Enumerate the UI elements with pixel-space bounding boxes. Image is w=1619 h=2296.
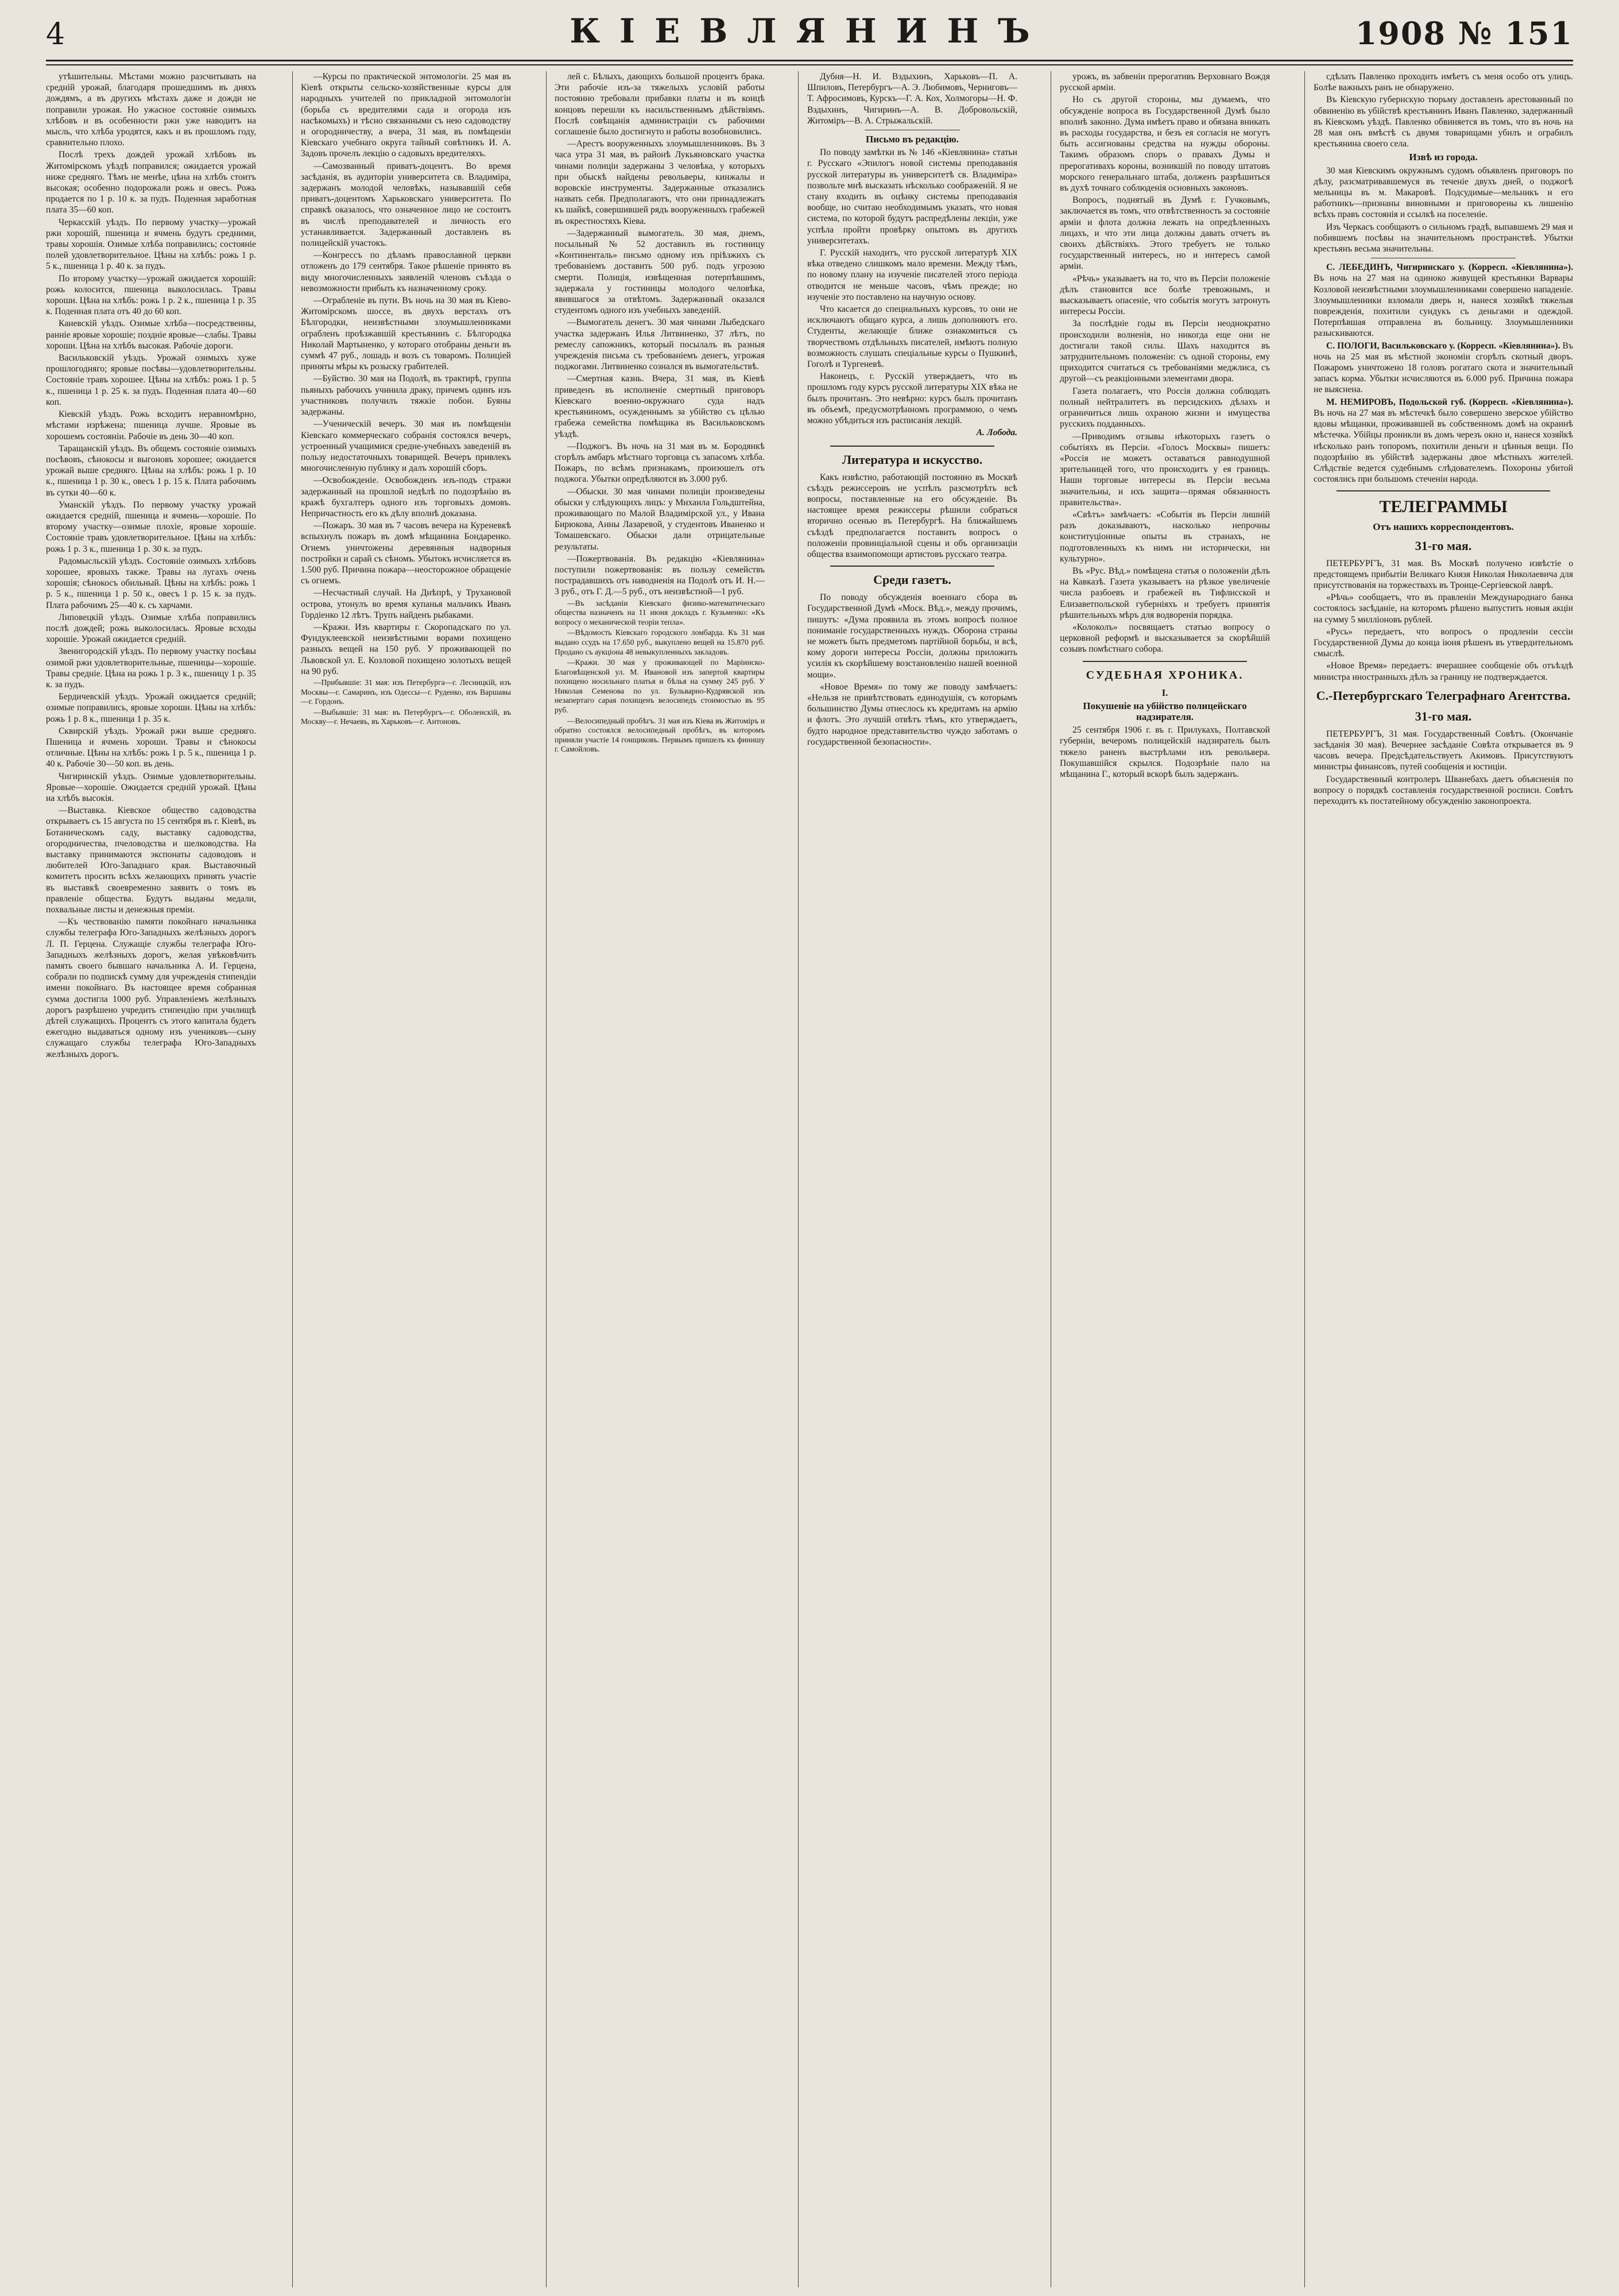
press-paragraph: По поводу обсужденія военнаго сбора въ Государственной Думѣ «Моск. Вѣд.», между прочимъ, пишутъ: «Дума проявила въ этомъ вопросѣ полное пониманіе государственныхъ нуждъ. Оборона страны не можетъ быть предметомъ партійной борьбы, и всѣ, кому дороги интересы Россіи, должны приложить усилія къ скорѣйшему возстановленію нашей военной мощи».	[807, 593, 1017, 680]
paragraph: Липовецкій уѣздъ. Озимые хлѣба поправились послѣ дождей; рожь выколосилась. Яровые всходы хорошіе. Урожай ожидается средній.	[46, 612, 256, 645]
paragraph: Васильковскій уѣздъ. Урожай озимыхъ хуже прошлогодняго; яровые посѣвы—удовлетворительны. Состояніе травъ хорошее. Цѣны на хлѣбъ: рожь 1 р. 5 к., пшеница 1 р. 25 к. за пудъ. Поденная плата 40—60 коп.	[46, 353, 256, 407]
letter-paragraph: По поводу замѣтки въ № 146 «Кіевлянина» статьи г. Русскаго «Эпилогъ новой системы преподаванія русской литературы въ университетѣ св. Владиміра» позвольте мнѣ высказать нѣсколько соображеній. Я не стану входить въ оцѣнку системы преподаванія вообще, но считаю необходимымъ указать, что новая система, по которой будутъ распредѣлены лекціи, уже успѣла пройти провѣрку опытомъ въ другихъ университетахъ.	[807, 148, 1017, 246]
news-item: —Къ чествованію памяти покойнаго начальника службы телеграфа Юго-Западныхъ желѣзныхъ дорогъ Л. П. Герцена. Служащіе службы телеграфа Юго-Западныхъ желѣзныхъ дорогъ, желая увѣковѣчить память своего бывшаго начальника А. И. Герцена, собрали по подпискѣ сумму для учрежденія стипендіи имени покойнаго. Въ настоящее время собранная сумма достигла 1000 руб. Управленіемъ желѣзныхъ дорогъ разрѣшено учредить стипендію при училищѣ дѣтей служащихъ. Процентъ съ этого капитала будетъ ежегодно выдаваться одному изъ учениковъ—сыну служащаго службы телеграфа Юго-Западныхъ желѣзныхъ дорогъ.	[46, 917, 256, 1059]
column-2	[301, 71, 511, 2285]
news-item: —Конгрессъ по дѣламъ православной церкви отложенъ до 179 сентября. Такое рѣшеніе принято въ виду многочисленныхъ заявленій членовъ съѣзда о невозможности прибыть къ назначенному сроку.	[301, 250, 511, 293]
news-item: —Поджогъ. Въ ночь на 31 мая въ м. Бородянкѣ сгорѣлъ амбаръ мѣстнаго торговца съ запасомъ хлѣба. Пожаръ, по всѣмъ признакамъ, произошелъ отъ поджога. Убытки опредѣляются въ 3.000 руб.	[555, 441, 765, 485]
news-item: —Буйство. 30 мая на Подолѣ, въ трактирѣ, группа пьяныхъ рабочихъ учинила драку, причемъ одинъ изъ участниковъ получилъ тяжкіе побои. Буяны задержаны.	[301, 374, 511, 417]
correspondence-dateline: С. ЛЕБЕДИНЪ, Чигиринскаго у. (Корресп. «Кіевлянина»).	[1326, 262, 1573, 273]
letter-paragraph: Г. Русскій находитъ, что русской литературѣ XIX вѣка отведено слишкомъ мало времени. Между тѣмъ, по новому плану на изученіе писателей этого періода отводится не меньше часовъ, чѣмъ прежде; но изученіе это поставлено на научную основу.	[807, 248, 1017, 302]
news-item: —Велосипедный пробѣгъ. 31 мая изъ Кіева въ Житоміръ и обратно состоялся велосипедный пробѣгъ, въ которомъ приняли участіе 14 гонщиковъ. Первымъ пришелъ къ финишу г. Самойловъ.	[555, 716, 765, 754]
telegram-item: ПЕТЕРБУРГЪ, 31 мая. Въ Москвѣ получено извѣстіе о предстоящемъ прибытіи Великаго Князя Николая Николаевича для присутствованія на торжествахъ въ Троице-Сергіевской лаврѣ.	[1314, 558, 1573, 590]
arts-paragraph: Какъ извѣстно, работающій постоянно въ Москвѣ съѣздъ режиссеровъ не успѣлъ разсмотрѣть всѣ вопросы, поставленные на его обсужденіе. Въ настоящее время режиссеры рѣшили собраться вторично осенью въ Петербургѣ. На ближайшемъ съѣздѣ предполагается поставить вопросъ о положеніи провинціальной сцены и объ организаціи общества взаимопомощи артистовъ русскаго театра.	[807, 472, 1017, 559]
paragraph: Радомысльскій уѣздъ. Состояніе озимыхъ хлѣбовъ хорошее, яровыхъ также. Травы на лугахъ очень хорошія; сѣнокосъ обильный. Цѣны на хлѣбъ: рожь 1 р. 5 к., пшеница 1 р. 50 к., овесъ 1 р. 15 к. за пудъ. Плата рабочимъ 25—40 к. съ харчами.	[46, 556, 256, 610]
correspondence-dateline: С. ПОЛОГИ, Васильковскаго у. (Корресп. «Кіевлянина»).	[1326, 340, 1560, 351]
agency-title: С.-Петербургскаго Телеграфнаго Агентства.	[1316, 688, 1571, 703]
telegram-item: Государственный контролеръ Шванебахъ даетъ объясненія по вопросу о порядкѣ составленія государственной росписи. Совѣтъ переходитъ къ постатейному обсужденію законопроекта.	[1314, 774, 1573, 806]
correspondence-item	[1314, 262, 1573, 339]
newspaper-title: КІЕВЛЯНИНЪ	[570, 11, 1049, 51]
news-item: —Арестъ вооруженныхъ злоумышленниковъ. Въ 3 часа утра 31 мая, въ районѣ Лукьяновскаго участка чинами полиціи задержаны 3 человѣка, у которыхъ при обыскѣ найдены револьверы, кинжалы и воровскіе инструменты. Задержанные отказались назвать себя. Предполагаютъ, что они принадлежатъ къ шайкѣ, совершившей рядъ вооруженныхъ грабежей въ окрестностяхъ Кіева.	[555, 139, 765, 226]
paragraph: «Колоколъ» посвящаетъ статью вопросу о церковной реформѣ и высказывается за скорѣйшій созывъ помѣстнаго собора.	[1060, 622, 1270, 655]
news-item: —Кражи. Изъ квартиры г. Скоропадскаго по ул. Фундуклеевской неизвѣстными ворами похищено разныхъ вещей на 150 руб. У проживающей по Львовской ул. Е. Козловой похищено золотыхъ вещей на 90 руб.	[301, 622, 511, 676]
news-item: —Выставка. Кіевское общество садоводства открываетъ съ 15 августа по 15 сентября въ г. Кіевѣ, въ Ботаническомъ саду, выставку садоводства, огородничества, пчеловодства и шелководства. На выставку принимаются экспонаты садоводовъ и любителей Юго-Западнаго края. Выставочный комитетъ просить всѣхъ желающихъ принять участіе въ выставкѣ своевременно заявить о томъ въ правленіе общества. Будутъ выданы медали, похвальные листы и денежныя преміи.	[46, 806, 256, 915]
press-section-title: Среди газетъ.	[873, 572, 951, 587]
news-paragraph: 30 мая Кіевскимъ окружнымъ судомъ объявленъ приговоръ по дѣлу, разсматривавшемуся въ теченіе двухъ дней, о поджогѣ мельницы въ м. Макаровѣ. Подсудимые—мельникъ и его работникъ—признаны виновными и приговорены къ лишенію всѣхъ правъ состоянія и ссылкѣ на поселеніе.	[1314, 165, 1573, 220]
paragraph: Черкасскій уѣздъ. По первому участку—урожай ржи хорошій, пшеница и ячмень будутъ средними, травы хорошія. Озимые хлѣба поправились; состояніе полей удовлетворительное. Цѣны на хлѣбъ: рожь 1 р. 5 к., пшеница 1 р. 40 к. за пудъ.	[46, 217, 256, 272]
news-item: —Несчастный случай. На Днѣпрѣ, у Трухановой острова, утонулъ во время купанья мальчикъ Иванъ Гордіенко 12 лѣтъ. Трупъ найденъ рыбаками.	[301, 588, 511, 620]
column-3	[555, 71, 765, 2285]
paragraph: Сквирскій уѣздъ. Урожай ржи выше средняго. Пшеница и ячмень хороши. Травы и сѣнокосы отличные. Цѣны на хлѣбъ: рожь 1 р. 5 к., пшеница 1 р. 40 к. Рабочіе 30—50 коп. въ день.	[46, 726, 256, 769]
agency-date: 31-го мая.	[1415, 708, 1472, 723]
news-item: —Задержанный вымогатель. 30 мая, днемъ, посыльный № 52 доставилъ въ гостиницу «Континенталь» письмо одному изъ пріѣзжихъ съ требованіемъ доставить 500 руб. подъ угрозою смерти. Полиція, извѣщенная потерпѣвшимъ, задержала у гостиницы молодого человѣка, явившагося за отвѣтомъ. Задержанный оказался студентомъ одного изъ учебныхъ заведеній.	[555, 228, 765, 316]
news-item: —Освобожденіе. Освобожденъ изъ-подъ стражи задержанный на прошлой недѣлѣ по подозрѣнію въ кражѣ бухгалтеръ одного изъ торговыхъ домовъ. Непричастность его къ дѣлу вполнѣ доказана.	[301, 475, 511, 518]
court-case-title: Покушеніе на убійство полицейскаго надзирателя.	[1083, 700, 1247, 722]
telegram-item: «Новое Время» передаетъ: вчерашнее сообщеніе объ отъѣздѣ министра иностранныхъ дѣлъ за границу не подтверждается.	[1314, 661, 1573, 682]
news-item: —Пожертвованія. Въ редакцію «Кіевлянина» поступили пожертвованія: въ пользу семействъ пострадавшихъ отъ наводненія на Подолѣ отъ И. Н.—3 руб., отъ Г. Д.—5 руб., отъ неизвѣстной—1 руб.	[555, 553, 765, 597]
news-item: —Обыски. 30 мая чинами полиціи произведены обыски у слѣдующихъ лицъ: у Михаила Гольдштейна, проживающаго по Малой Владимірской ул., у Ивана Бирюкова, Анны Лазаревой, у студентовъ Иваненко и Томашевскаго. Обыски дали отрицательные результаты.	[555, 486, 765, 552]
paragraph: утѣшительны. Мѣстами можно разсчитывать на средній урожай, благодаря прошедшимъ въ дняхъ дождямъ, а въ другихъ мѣстахъ даже и дожди не поправили урожая. Но ужасное состояніе озимыхъ хлѣбовъ и въ особенности ржи уже наводитъ на мысль, что хлѣба уродятся, какъ и въ прошломъ году, сравнительно плохо.	[46, 72, 256, 148]
paragraph: Послѣ трехъ дождей урожай хлѣбовъ въ Житомірскомъ уѣздѣ поправился; ожидается урожай ниже средняго. Тѣмъ не менѣе, цѣна на хлѣбъ стоитъ высокая; особенно подорожали рожь и овесъ. Рожь продается по 1 р. 10 к. за пудъ. Поденная заработная плата 35—60 коп.	[46, 150, 256, 215]
paragraph: «Свѣтъ» замѣчаетъ: «Событія въ Персіи лишній разъ доказываютъ, насколько непрочны конституціонные опыты въ странахъ, не подготовленныхъ къ нимъ ни исторически, ни культурно».	[1060, 509, 1270, 564]
news-item: —Кражи. 30 мая у проживающей по Маріинско-Благовѣщенской ул. М. Ивановой изъ запертой квартиры похищено носильнаго платья и бѣлья на сумму 245 руб. У Николая Семенова по ул. Бульварно-Кудрявской изъ незапертаго сарая похищенъ велосипедъ стоимостью въ 95 руб.	[555, 658, 765, 715]
column-1	[46, 71, 256, 2285]
paragraph: Но съ другой стороны, мы думаемъ, что обсужденіе вопроса въ Государственной Думѣ было вполнѣ законно. Дума имѣетъ право и обязана вникать въ расходы государства, и безъ ея согласія не могутъ быть ассигнованы средства на нужды обороны. Такимъ образомъ споръ о правахъ Думы и прерогативахъ короны, возникшій по поводу штатовъ морского генеральнаго штаба, долженъ разрѣшиться въ духѣ точнаго соблюденія основныхъ законовъ.	[1060, 95, 1270, 193]
arrivals-list: —Прибывшіе: 31 мая: изъ Петербурга—г. Лесницкій, изъ Москвы—г. Самаринъ, изъ Одессы—г. Руденко, изъ Варшавы—г. Гордонъ.	[301, 677, 511, 706]
paragraph: За послѣдніе годы въ Персіи неоднократно происходили волненія, но никогда еще они не достигали такой силы. Шахъ находится въ затруднительномъ положеніи: съ одной стороны, ему приходится считаться съ требованіями меджлиса, съ другой—съ реакціонными элементами двора.	[1060, 319, 1270, 384]
paragraph: Чигиринскій уѣздъ. Озимые удовлетворительны. Яровые—хорошіе. Ожидается средній урожай. Цѣны на хлѣбъ высокія.	[46, 771, 256, 803]
paragraph: Вопросъ, поднятый въ Думѣ г. Гучковымъ, заключается въ томъ, что отвѣтственность за состояніе арміи и флота должна лежать на опредѣленныхъ лицахъ, и что эти лица должны давать отчетъ въ своихъ дѣйствіяхъ. Этого требуетъ не только государственный интересъ, но и интересъ самой арміи.	[1060, 195, 1270, 272]
telegrams-subtitle: Отъ нашихъ корреспондентовъ.	[1373, 521, 1514, 533]
paragraph: По второму участку—урожай ожидается хорошій: рожь колосится, пшеница выколосилась. Травы хороши. Цѣна на хлѣбъ: рожь 1 р. 2 к., пшеница 1 р. 35 к. Поденная плата отъ 40 до 60 коп.	[46, 273, 256, 317]
column-divider	[546, 71, 547, 2287]
paragraph: урожъ, въ забвеніи прерогативъ Верховнаго Вождя русской арміи.	[1060, 72, 1270, 93]
correspondence-item	[1314, 340, 1573, 396]
paragraph: «Рѣчь» указываетъ на то, что въ Персіи положеніе дѣлъ становится все болѣе тревожнымъ, и высказываетъ опасеніе, что событія могутъ затронуть интересы Россіи.	[1060, 273, 1270, 317]
telegram-item: «Русь» передаетъ, что вопросъ о продленіи сессіи Государственной Думы до конца іюня рѣшенъ въ утвердительномъ смыслѣ.	[1314, 626, 1573, 659]
telegrams-date: 31-го мая.	[1415, 538, 1472, 553]
correspondence-dateline: М. НЕМИРОВЪ, Подольской губ. (Корресп. «Кіевлянина»).	[1326, 397, 1573, 407]
paragraph: Каневскій уѣздъ. Озимые хлѣба—посредственны, ранніе яровые хорошіе; поздніе яровые—слабы. Травы хороши. Цѣна на хлѣбъ высокая. Рабочіе дороги.	[46, 319, 256, 351]
news-item: —Смертная казнь. Вчера, 31 мая, въ Кіевѣ приведенъ въ исполненіе смертный приговоръ Кіевскаго военно-окружнаго суда надъ крестьяниномъ, осужденнымъ за убійство съ цѣлью грабежа семейства помѣщика въ Васильковскомъ уѣздѣ.	[555, 374, 765, 439]
paragraph: Газета полагаетъ, что Россія должна соблюдать полный нейтралитетъ въ персидскихъ дѣлахъ и ограничиться лишь охраною жизни и имущества русскихъ подданныхъ.	[1060, 386, 1270, 429]
court-case-number: I.	[1161, 687, 1168, 698]
press-paragraph: «Новое Время» по тому же поводу замѣчаетъ: «Нельзя не привѣтствовать единодушія, съ которымъ большинство Думы отнеслось къ кредитамъ на армію и флотъ. Это лучшій отвѣтъ тѣмъ, кто утверждаетъ, будто народное представительство чуждо заботамъ о государственной безопасности».	[807, 682, 1017, 747]
correspondence-text: Въ ночь на 27 мая въ мѣстечкѣ было совершено зверское убійство вдовы мѣщанки, проживавшей въ собственномъ домѣ на окраинѣ мѣстечка. Убійцы проникли въ домъ черезъ окно и, нанеся хозяйкѣ нѣсколько ранъ топоромъ, похитили деньги и цѣнныя вещи. По подозрѣнію въ убійствѣ задержаны двое мѣстныхъ жителей. Слѣдствіе ведется судебнымъ слѣдователемъ. Похороны убитой состоялись при большомъ стеченіи народа.	[1314, 408, 1573, 485]
court-section-title: СУДЕБНАЯ ХРОНИКА.	[1086, 668, 1244, 682]
header-rule-thin	[46, 64, 1573, 65]
paragraph: сдѣлать Павленко проходить имѣетъ съ меня особо отъ улицъ. Болѣе важныхъ ранъ не обнаружено.	[1314, 72, 1573, 93]
section-divider	[830, 446, 994, 447]
paragraph: —Приводимъ отзывы нѣкоторыхъ газетъ о событіяхъ въ Персіи. «Голосъ Москвы» пишетъ: «Россія не можетъ оставаться равнодушной зрительницей того, что происходитъ у ея границъ. Наши торговые интересы въ Персіи весьма значительны, и ихъ защита—прямая обязанность правительства».	[1060, 431, 1270, 508]
news-item: —Вѣдомость Кіевскаго городского ломбарда. Къ 31 мая выдано ссудъ на 17.650 руб., выкуплено вещей на 15.870 руб. Продано съ аукціона 48 невыкупленныхъ закладовъ.	[555, 628, 765, 656]
paragraph: Звенигородскій уѣздъ. По первому участку посѣвы озимой ржи удовлетворительные, пшеницы—хорошіе. Травы средніе. Цѣна на рожь 1 р. 3 к., пшеницу 1 р. 35 к. за пудъ.	[46, 646, 256, 690]
column-divider	[1304, 71, 1305, 2287]
correspondence-text: Въ ночь на 27 мая на одиноко живущей крестьянки Варвары Козловой неизвѣстными злоумышленниками совершено нападеніе. Злоумышленники взломали дверь и, нанеся хозяйкѣ тяжелыя поврежденія, похитили сундукъ съ деньгами и одеждой. Потерпѣвшая отправлена въ больницу. Злоумышленники разыскиваются.	[1314, 273, 1573, 339]
news-item: —Пожаръ. 30 мая въ 7 часовъ вечера на Куреневкѣ вспыхнулъ пожаръ въ домѣ мѣщанина Бондаренко. Огнемъ уничтожены деревянныя надворныя постройки и сарай съ сѣномъ. Убытокъ исчисляется въ 1.500 руб. Причина пожара—неосторожное обращеніе съ огнемъ.	[301, 521, 511, 586]
header-rule	[46, 60, 1573, 61]
letter-signature: А. Лобода.	[976, 428, 1017, 438]
section-divider	[1083, 661, 1247, 662]
telegram-item: «Рѣчь» сообщаетъ, что въ правленіи Международнаго банка состоялось засѣданіе, на которомъ рѣшено выпустить новыя акціи на сумму 5 милліоновъ рублей.	[1314, 593, 1573, 625]
telegrams-title: ТЕЛЕГРАММЫ	[1379, 497, 1508, 517]
column-divider	[292, 71, 293, 2287]
section-divider	[1337, 490, 1550, 491]
column-4	[807, 71, 1017, 2285]
page-number: 4	[46, 17, 65, 52]
paragraph: Дубня—Н. И. Вздыхинъ, Харьковъ—П. А. Шпиловъ, Петербургъ—А. Э. Любимовъ, Черниговъ—Т. Афросимовъ, Курскъ—Г. А. Кох, Холмогоры—Н. Ф. Вздыхинъ, Чигиринъ—А. В. Добровольскій, Житоміръ—В. А. Стрыжальскій.	[807, 72, 1017, 126]
news-item: —Ограбленіе въ пути. Въ ночь на 30 мая въ Кіево-Житомірскомъ шоссе, въ двухъ верстахъ отъ Бѣлгородки, неизвѣстными злоумышленниками ограбленъ проѣзжавшій крестьянинъ с. Бѣлгородка Николай Мартыненко, у котораго отобраны деньги въ суммѣ 47 руб., лошадь и возъ съ товаромъ. Полиціей приняты мѣры къ розыску грабителей.	[301, 296, 511, 372]
paragraph: Кіевскій уѣздъ. Рожь всходитъ неравномѣрно, мѣстами изрѣжена; пшеница лучше. Яровые въ хорошемъ состояніи. Рабочіе въ день 30—40 коп.	[46, 409, 256, 442]
letter-paragraph: Что касается до специальныхъ курсовъ, то они не исключаютъ общаго курса, а лишь дополняютъ его. Студенты, желающіе ближе ознакомиться съ творчествомъ отдѣльныхъ писателей, имѣютъ полную возможность слушать спеціальные курсы о Пушкинѣ, Гоголѣ и Тургеневѣ.	[807, 304, 1017, 370]
correspondence-item	[1314, 397, 1573, 485]
issue-number: 1908 № 151	[1355, 15, 1573, 52]
telegram-item: ПЕТЕРБУРГЪ, 31 мая. Государственный Совѣтъ. (Окончаніе засѣданія 30 мая). Вечернее засѣданіе Совѣта открывается въ 9 часовъ вечера. Предсѣдательствуетъ Акимовъ. Присутствуютъ министры финансовъ, путей сообщенія и юстиціи.	[1314, 729, 1573, 772]
news-paragraph: Изъ Черкасъ сообщаютъ о сильномъ градѣ, выпавшемъ 29 мая и побившемъ посѣвы на значительномъ пространствѣ. Убытки крестьянъ весьма значительны.	[1314, 222, 1573, 254]
court-paragraph: 25 сентября 1906 г. въ г. Прилукахъ, Полтавской губерніи, вечеромъ полицейскій надзиратель былъ тяжело раненъ выстрѣлами изъ револьвера. Покушавшійся скрылся. Подозрѣніе пало на мѣщанина Г., который вскорѣ былъ задержанъ.	[1060, 725, 1270, 779]
news-item: —Вымогатель денегъ. 30 мая чинами Лыбедскаго участка задержанъ Илья Литвиненко, 37 лѣтъ, по ремеслу сапожникъ, который посылалъ въ разныя учрежденія письма съ требованіемъ денегъ, угрожая поджогами. Литвиненко сознался въ вымогательствѣ.	[555, 318, 765, 372]
letter-title: Письмо въ редакцію.	[865, 134, 959, 145]
news-item: —Ученическій вечеръ. 30 мая въ помѣщеніи Кіевскаго коммерческаго собранія состоялся вечеръ, устроенный учащимися средне-учебныхъ заведеній въ пользу недостаточныхъ товарищей. Вечеръ привлекъ многочисленную публику и далъ хорошій сборъ.	[301, 419, 511, 474]
news-section-title: Извѣ из города.	[1409, 152, 1478, 163]
paragraph: Уманскій уѣздъ. По первому участку урожай ожидается средній, пшеница и ячмень—хорошіе. По второму участку—озимые плохіе, яровые хорошіе. Состояніе травъ удовлетворительное. Цѣны на хлѣбъ: рожь 1 р. 3 к., пшеница 1 р. 30 к. за пудъ.	[46, 500, 256, 554]
paragraph: Бердичевскій уѣздъ. Урожай ожидается средній; озимые поправились, яровые хороши. Цѣны на хлѣбъ: рожь 1 р. 8 к., пшеница 1 р. 35 к.	[46, 692, 256, 724]
departures-list: —Выбывшіе: 31 мая: въ Петербургъ—г. Оболенскій, въ Москву—г. Нечаевъ, въ Харьковъ—г. Антоновъ.	[301, 707, 511, 726]
paragraph: Таращанскій уѣздъ. Въ общемъ состояніе озимыхъ посѣвовъ, сѣнокосы и выгоновъ хорошее; ожидается урожай выше средняго. Цѣны на хлѣбъ: рожь 1 р. 10 к., пшеница 1 р. 30 к., овесъ 1 р. 15 к. Плата рабочимъ въ сутки 40—60 к.	[46, 443, 256, 498]
paragraph: лей с. Бѣлыхъ, дающихъ большой процентъ брака. Эти рабочіе изъ-за тяжелыхъ условій работы постоянно требовали прибавки платы и въ концѣ концовъ перешли къ насильственнымъ дѣйствіямъ. Послѣ совѣщанія администраціи съ рабочими соглашеніе было достигнуто и работы возобновились.	[555, 72, 765, 137]
section-divider	[830, 566, 994, 567]
arts-section-title: Литература и искусство.	[842, 452, 983, 467]
letter-paragraph: Наконецъ, г. Русскій утверждаетъ, что въ прошломъ году курсъ русской литературы XIX вѣка не былъ прочитанъ. Это невѣрно: курсъ былъ прочитанъ въ объемѣ, предусмотрѣнномъ программою, о чемъ можно убѣдиться изъ расписанія лекцій.	[807, 371, 1017, 426]
column-divider	[798, 71, 799, 2287]
paragraph: Въ Кіевскую губернскую тюрьму доставленъ арестованный по обвиненію въ убійствѣ крестьянинъ Иванъ Павленко, задержанный въ Кіевскомъ уѣздѣ. Павленко обвиняется въ томъ, что въ ночь на 28 мая онъ вмѣстѣ съ двумя товарищами убилъ и ограбилъ крестьянина своего села.	[1314, 95, 1573, 149]
news-item: —Въ засѣданіи Кіевскаго физико-математическаго общества назначенъ на 11 июня докладъ г. Кузьменко: «Къ вопросу о механической теоріи тепла».	[555, 598, 765, 626]
column-6	[1314, 71, 1573, 2285]
masthead	[46, 11, 1573, 63]
correspondence-text: Въ ночь на 25 мая въ мѣстной экономіи сгорѣлъ скотный дворъ. Пожаромъ уничтожено 18 головъ рогатаго скота и значительный запасъ корма. Убытки исчисляются въ 6.000 руб. Причина пожара не выяснена.	[1314, 340, 1573, 395]
paragraph: Въ «Рус. Вѣд.» помѣщена статья о положеніи дѣлъ на Кавказѣ. Газета указываетъ на рѣзкое увеличеніе числа разбоевъ и грабежей въ Тифлисской и Елизаветпольской губерніяхъ и требуетъ принятія рѣшительныхъ мѣръ для водворенія порядка.	[1060, 566, 1270, 620]
news-item: —Самозванный приватъ-доцентъ. Во время засѣданія, въ аудиторіи университета св. Владиміра, задержанъ молодой человѣкъ, называвшій себя приватъ-доцентомъ Харьковскаго университета. По справкѣ оказалось, что означенное лицо не состоитъ въ числѣ преподавателей и личность его устанавливается. Задержанный доставленъ въ полицейскій участокъ.	[301, 161, 511, 249]
news-item: —Курсы по практической энтомологіи. 25 мая въ Кіевѣ открыты сельско-хозяйственные курсы для народныхъ учителей по прикладной энтомологіи (борьба съ вредителями сада и огорода изъ насѣкомыхъ) и тѣсно связанными съ нею садоводству и огородничеству, а вчера, 31 мая, въ помѣщеніи Кіевскаго учебнаго округа тайный совѣтникъ И. А. Задовъ прочелъ лекцію о садовыхъ вредителяхъ.	[301, 72, 511, 159]
column-5	[1060, 71, 1270, 2285]
